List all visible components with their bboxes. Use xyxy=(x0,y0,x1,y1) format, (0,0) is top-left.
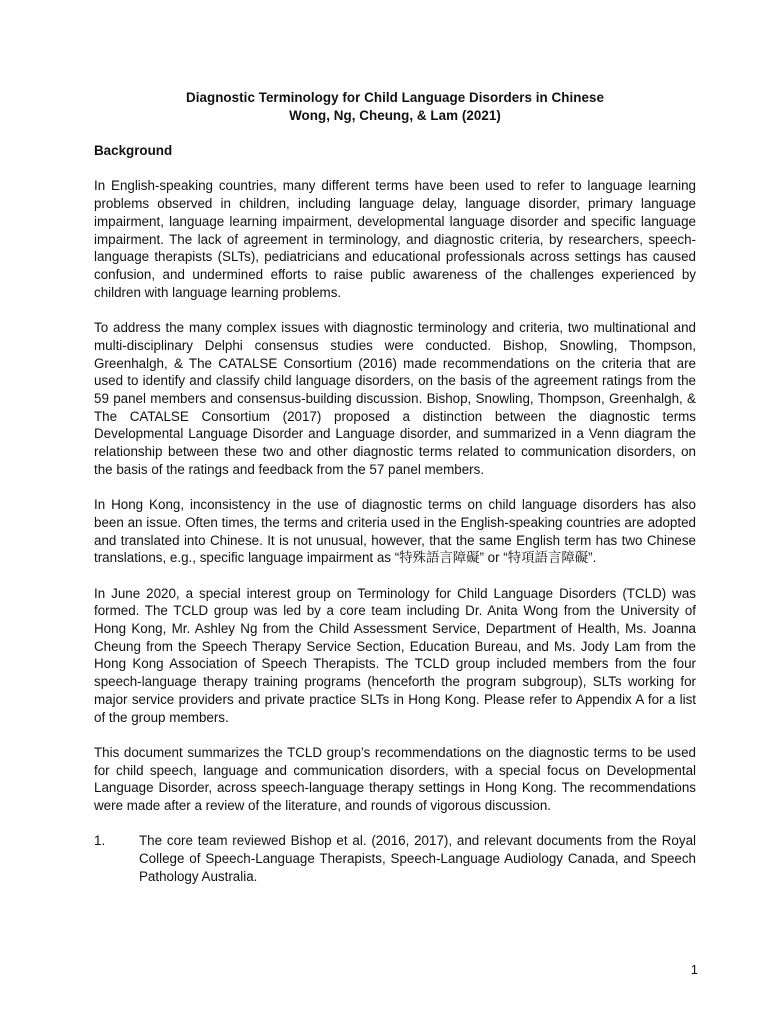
page-number: 1 xyxy=(690,962,698,977)
paragraph-delphi-studies: To address the many complex issues with diagnostic terminology and criteria, two multinational and multi-disciplinary Delphi consensus studies were conducted. Bishop, Snowling, Thompson, Greenhalgh, & The CATALSE Consortium (2016) made recommendations on the criteria that are used to identify and classify child language disorders, on the basis of the agreement ratings from the 59 panel members and consensus-building discussion. Bishop, Snowling, Thompson, Greenhalgh, & The CATALSE Consortium (2017) proposed a distinction between the diagnostic terms Developmental Language Disorder and Language disorder, and summarized in a Venn diagram the relationship between these two and other diagnostic terms related to communication disorders, on the basis of the ratings and feedback from the 57 panel members. xyxy=(94,320,696,477)
paragraph-tcld-group: In June 2020, a special interest group on Terminology for Child Language Disorders (TCLD) was formed. The TCLD group was led by a core team including Dr. Anita Wong from the University of Hong Kong, Mr. Ashley Ng from the Child Assessment Service, Department of Health, Ms. Joanna Cheung from the Speech Therapy Service Section, Education Bureau, and Ms. Jody Lam from the Hong Kong Association of Speech Therapists. The TCLD group included members from the four speech-language therapy training programs (henceforth the program subgroup), SLTs working for major service providers and private practice SLTs in Hong Kong. Please refer to Appendix A for a list of the group members. xyxy=(94,585,696,725)
document-page xyxy=(94,89,696,886)
section-heading-background: Background xyxy=(94,143,173,159)
paragraph-terminology-background: In English-speaking countries, many different terms have been used to refer to language learning problems observed in children, including language delay, language disorder, primary language impairment, language learning impairment, developmental language disorder and specific language impairment. The lack of agreement in terminology, and diagnostic criteria, by researchers, speech-language therapists (SLTs), pediatricians and educational professionals across settings has caused confusion, and undermined efforts to raise public awareness of the challenges experienced by children with language learning problems. xyxy=(94,178,696,300)
paragraph-hong-kong-inconsistency: In Hong Kong, inconsistency in the use of diagnostic terms on child language disorders has also been an issue. Often times, the terms and criteria used in the English-speaking countries are adopted and translated into Chinese. It is not unusual, however, that the same English term has two Chinese translations, e.g., specific language impairment as “特殊語言障礙” or “特項語言障礙”. xyxy=(94,497,696,566)
list-item xyxy=(94,832,696,885)
title-line-main: Diagnostic Terminology for Child Language Disorders in Chinese xyxy=(185,90,604,105)
title-line-authors: Wong, Ng, Cheung, & Lam (2021) xyxy=(289,107,501,123)
paragraph-document-summary: This document summarizes the TCLD group’s recommendations on the diagnostic terms to be used for child speech, language and communication disorders, with a special focus on Developmental Language Disorder, across speech-language therapy settings in Hong Kong. The recommendations were made after a review of the literature, and rounds of vigorous discussion. xyxy=(94,744,696,814)
list-item-text: The core team reviewed Bishop et al. (2016, 2017), and relevant documents from the Royal College of Speech-Language Therapists, Speech-Language Audiology Canada, and Speech Pathology Australia. xyxy=(139,833,696,884)
document-title xyxy=(94,89,696,124)
list-item-number: 1. xyxy=(94,833,106,849)
